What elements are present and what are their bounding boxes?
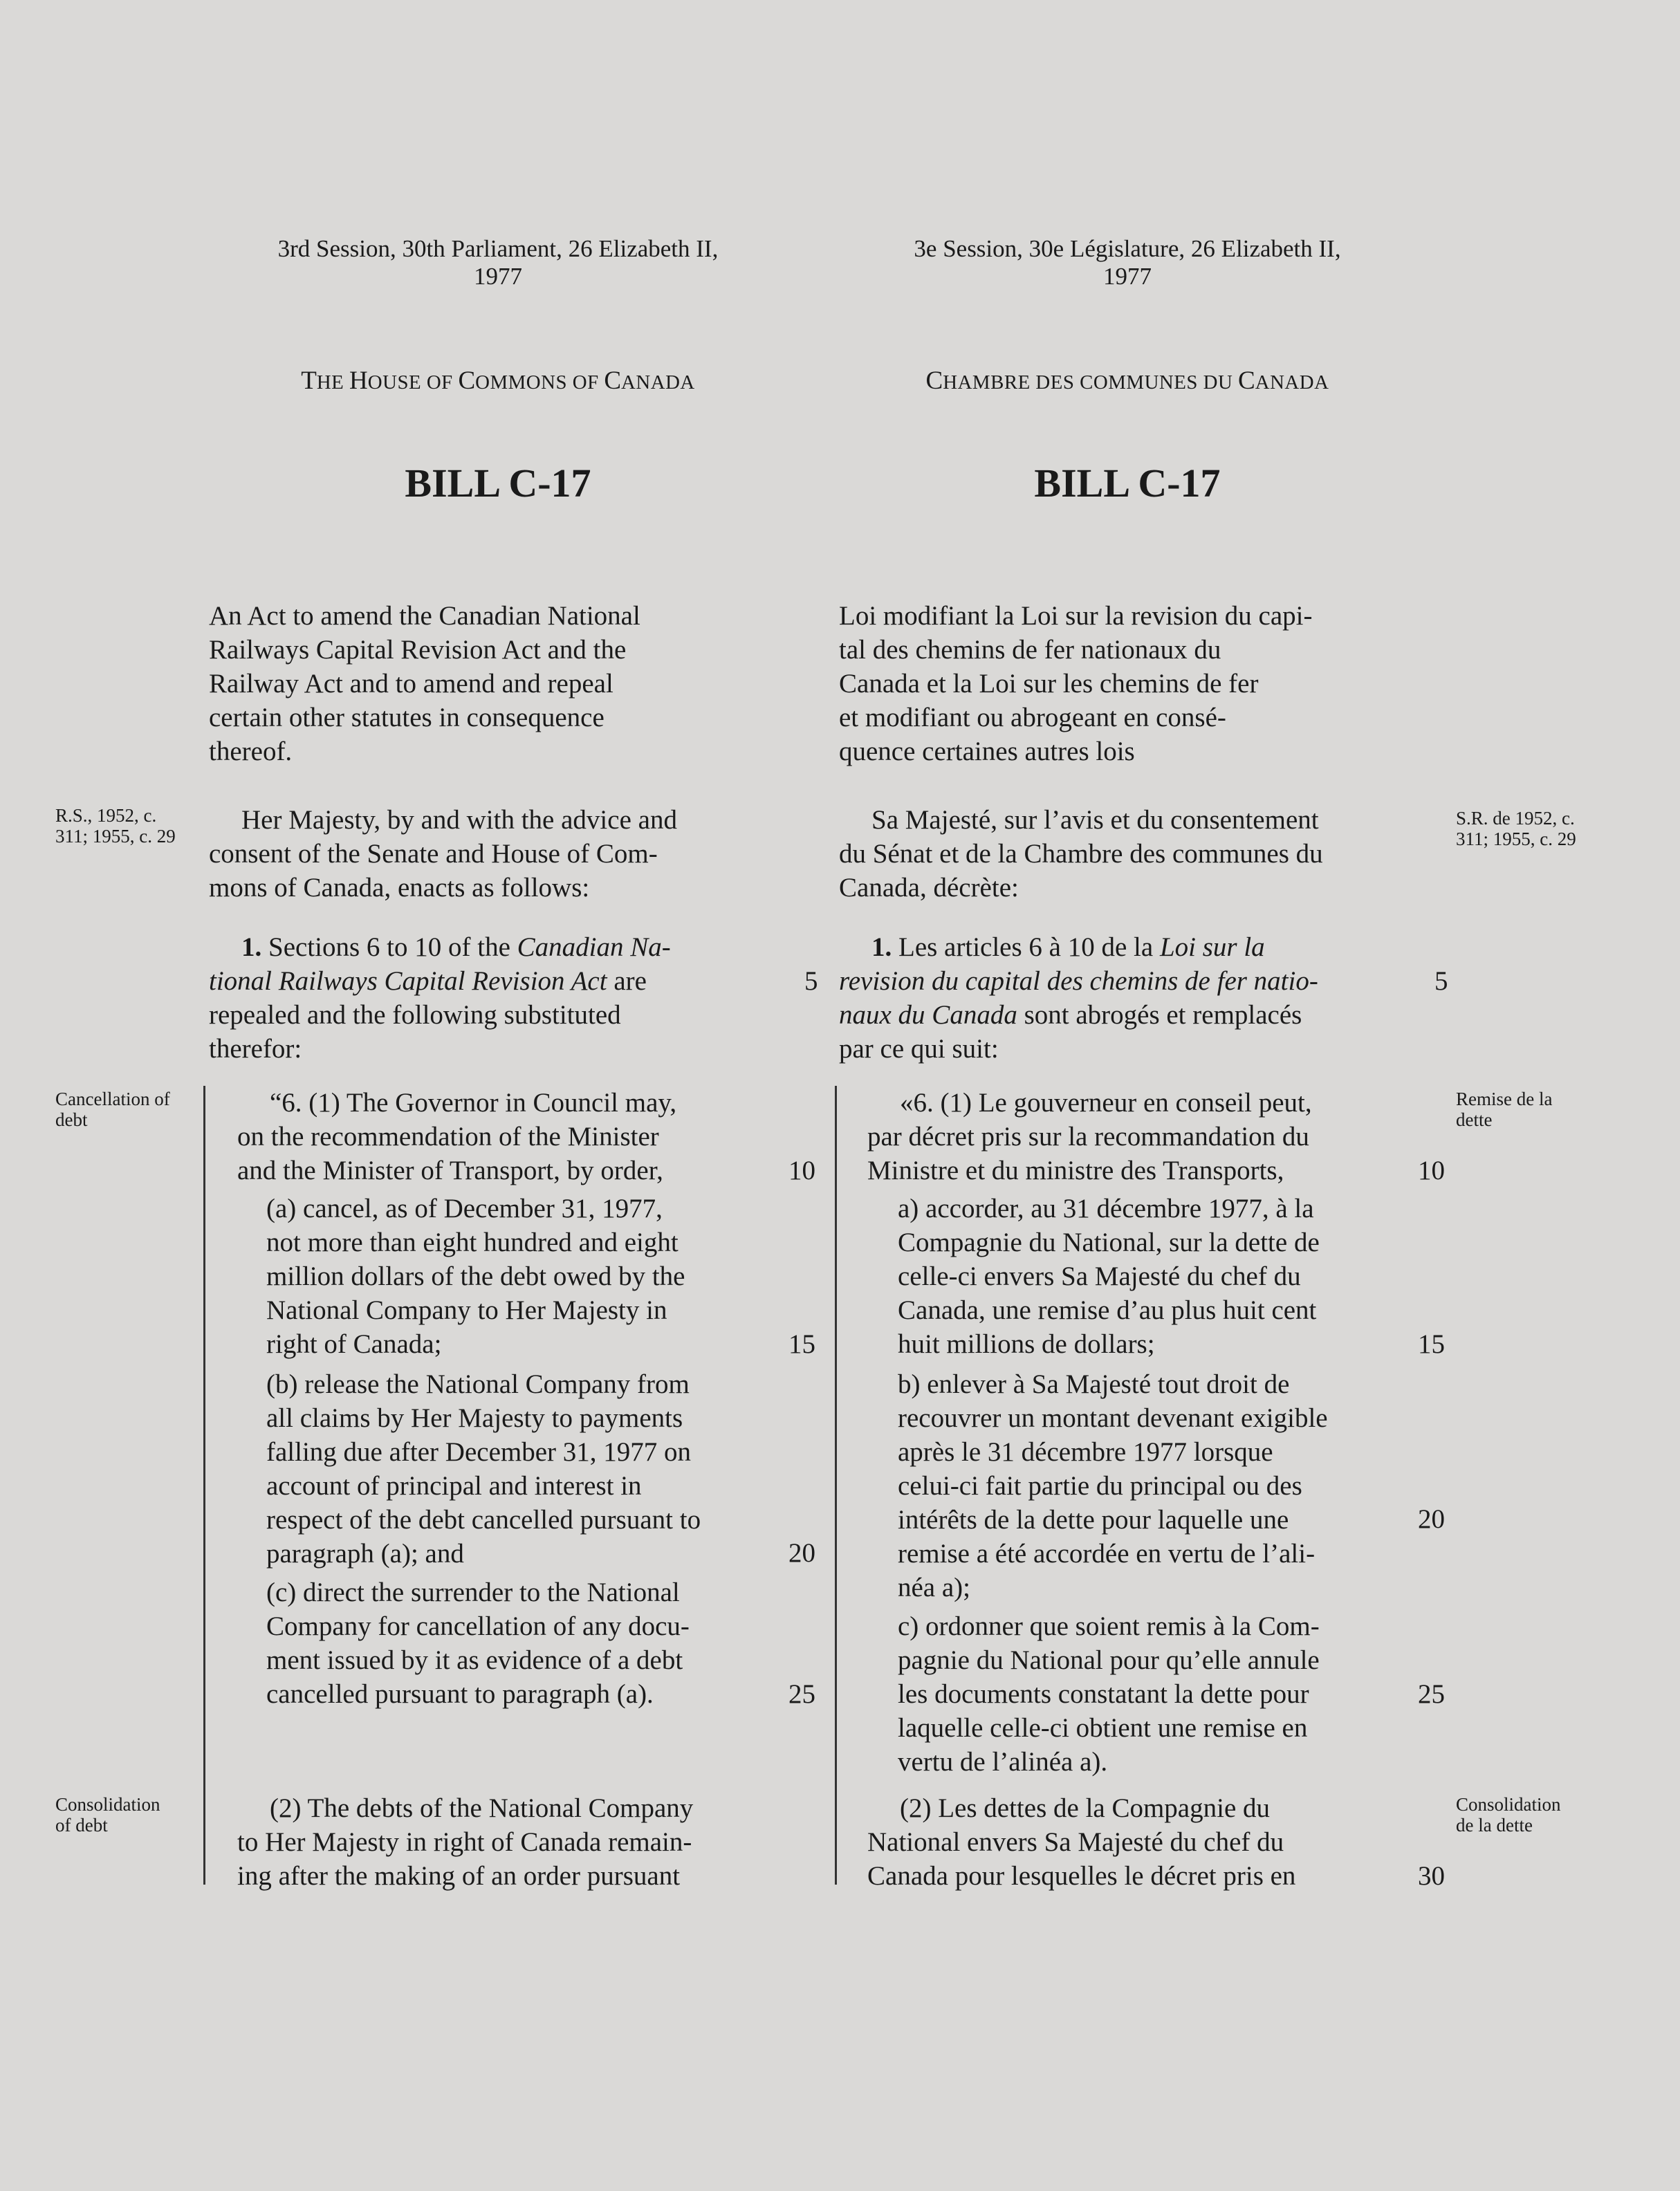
fr-margin-line: 311; 1955, c. 29 <box>1456 829 1576 849</box>
en-pb-line: account of principal and interest in <box>266 1471 642 1501</box>
en-pa-line: million dollars of the debt owed by the <box>266 1261 685 1291</box>
fr-pb-line: celui-ci fait partie du principal ou des <box>898 1471 1302 1501</box>
fr-line-number: 20 <box>1418 1504 1445 1534</box>
en-pa-line: (a) cancel, as of December 31, 1977, <box>266 1194 663 1223</box>
en-s1-line: therefor: <box>209 1034 302 1064</box>
fr-pc-line: c) ordonner que soient remis à la Com- <box>898 1611 1320 1641</box>
fr-title-line: tal des chemins de fer nationaux du <box>839 635 1221 665</box>
fr-line-number: 30 <box>1418 1861 1445 1891</box>
fr-enact-line: Sa Majesté, sur l’avis et du consentement <box>871 805 1319 835</box>
fr-session-header <box>840 235 1414 290</box>
en-pc-line: Company for cancellation of any docu- <box>266 1611 690 1641</box>
fr-paragraph-b <box>898 1367 1410 1605</box>
en-margin-note-consolidation <box>55 1794 201 1836</box>
fr-s1-line: par ce qui suit: <box>839 1034 999 1064</box>
en-pb-line: (b) release the National Company from <box>266 1369 690 1399</box>
fr-line-number: 25 <box>1418 1679 1445 1709</box>
fr-pa-line: Compagnie du National, sur la dette de <box>898 1228 1320 1257</box>
en-margin-line: of debt <box>55 1815 108 1836</box>
fr-s2-line: (2) Les dettes de la Compagnie du <box>900 1793 1271 1823</box>
fr-pa-line: Canada, une remise d’au plus huit cent <box>898 1295 1317 1325</box>
en-s6-line: “6. (1) The Governor in Council may, <box>270 1088 677 1118</box>
fr-title-line: Loi modifiant la Loi sur la revision du capi- <box>839 601 1313 631</box>
en-line-number: 5 <box>804 966 818 996</box>
en-s2-line: ing after the making of an order pursuant <box>237 1861 681 1891</box>
en-house-sc: ANADA <box>621 371 695 394</box>
en-enact-line: Her Majesty, by and with the advice and <box>241 805 677 835</box>
fr-margin-line: de la dette <box>1456 1815 1533 1836</box>
en-pb-line: paragraph (a); and <box>266 1539 464 1569</box>
en-s1-act-name: tional Railways Capital Revision Act <box>209 966 607 996</box>
en-s1-act-name: Canadian Na- <box>517 932 671 962</box>
en-s6-line: on the recommendation of the Minister <box>237 1122 659 1152</box>
en-pb-line: respect of the debt cancelled pursuant to <box>266 1505 701 1535</box>
fr-s1-text: sont abrogés et remplacés <box>1017 1000 1302 1030</box>
en-pc-line: cancelled pursuant to paragraph (a). <box>266 1679 654 1709</box>
fr-margin-note-consolidation <box>1456 1794 1608 1836</box>
fr-section-1 <box>839 930 1413 1066</box>
en-s2-line: (2) The debts of the National Company <box>270 1793 694 1823</box>
en-session-header <box>207 235 788 290</box>
en-pa-line: National Company to Her Majesty in <box>266 1295 667 1325</box>
en-amendment-rule <box>203 1086 205 1885</box>
en-pb-line: falling due after December 31, 1977 on <box>266 1437 692 1467</box>
en-long-title <box>209 599 849 768</box>
fr-s1-line <box>839 930 1413 964</box>
en-line-number: 25 <box>788 1679 815 1709</box>
fr-session-year: 1977 <box>1103 263 1152 290</box>
en-margin-note-cancellation <box>55 1089 201 1130</box>
fr-s1-text: Les articles 6 à 10 de la <box>892 932 1160 962</box>
fr-pb-line: b) enlever à Sa Majesté tout droit de <box>898 1369 1290 1399</box>
fr-s1-line <box>839 998 1413 1032</box>
fr-pc-line: vertu de l’alinéa a). <box>898 1747 1108 1777</box>
fr-margin-line: Remise de la <box>1456 1089 1553 1109</box>
fr-enact-line: Canada, décrète: <box>839 873 1019 903</box>
fr-pc-line: laquelle celle-ci obtient une remise en <box>898 1713 1308 1743</box>
en-house-cap: H <box>349 367 368 395</box>
en-s1-line <box>209 964 783 998</box>
fr-margin-line: dette <box>1456 1109 1493 1130</box>
en-house-sc: OUSE OF <box>367 371 459 394</box>
en-enact-line: mons of Canada, enacts as follows: <box>209 873 590 903</box>
fr-s1-act-name: revision du capital des chemins de fer natio- <box>839 966 1318 996</box>
fr-paragraph-c <box>898 1609 1410 1779</box>
fr-s1-line <box>839 964 1413 998</box>
fr-house-sc: HAMBRE DES COMMUNES DU <box>943 371 1239 394</box>
en-title-line: thereof. <box>209 737 293 766</box>
fr-pa-line: huit millions de dollars; <box>898 1329 1155 1359</box>
fr-pb-line: après le 31 décembre 1977 lorsque <box>898 1437 1273 1467</box>
en-house-sc: HE <box>316 371 350 394</box>
fr-title-line: et modifiant ou abrogeant en consé- <box>839 703 1226 732</box>
en-margin-line: 311; 1955, c. 29 <box>55 826 176 847</box>
fr-pb-line: recouvrer un montant devenant exigible <box>898 1403 1328 1433</box>
fr-pb-line: néa a); <box>898 1573 971 1602</box>
en-s1-text: are <box>607 966 647 996</box>
en-bill-number: BILL C-17 <box>405 461 591 506</box>
en-enact-line: consent of the Senate and House of Com- <box>209 839 658 869</box>
fr-s6-line: «6. (1) Le gouverneur en conseil peut, <box>900 1088 1312 1118</box>
fr-house-name <box>840 367 1414 397</box>
fr-s6-line: par décret pris sur la recommandation du <box>867 1122 1309 1152</box>
fr-margin-line: S.R. de 1952, c. <box>1456 808 1575 829</box>
fr-pb-line: intérêts de la dette pour laquelle une <box>898 1505 1289 1535</box>
fr-margin-note-sr <box>1456 808 1622 849</box>
fr-amendment-rule <box>835 1086 837 1885</box>
en-subsection-2 <box>237 1791 784 1893</box>
fr-subsection-2 <box>867 1791 1410 1893</box>
fr-line-number: 15 <box>1418 1329 1445 1359</box>
en-house-cap: T <box>301 367 317 395</box>
fr-long-title <box>839 599 1479 768</box>
en-line-number: 10 <box>788 1156 815 1185</box>
fr-new-section-6 <box>867 1086 1410 1187</box>
en-s1-text: Sections 6 to 10 of the <box>261 932 517 962</box>
fr-line-number: 10 <box>1418 1156 1445 1185</box>
fr-enacting-clause <box>839 803 1413 905</box>
en-session-year: 1977 <box>474 263 522 290</box>
en-s2-line: to Her Majesty in right of Canada remain- <box>237 1827 692 1857</box>
en-pa-line: right of Canada; <box>266 1329 442 1359</box>
en-house-cap: C <box>458 367 476 395</box>
en-paragraph-a <box>266 1192 784 1361</box>
en-margin-line: Consolidation <box>55 1794 160 1815</box>
fr-margin-line: Consolidation <box>1456 1794 1561 1815</box>
en-house-name <box>207 367 788 397</box>
en-s1-line <box>209 930 783 964</box>
fr-paragraph-a <box>898 1192 1410 1361</box>
fr-s6-line: Ministre et du ministre des Transports, <box>867 1156 1284 1185</box>
en-margin-line: R.S., 1952, c. <box>55 805 157 826</box>
fr-pc-line: les documents constatant la dette pour <box>898 1679 1309 1709</box>
en-margin-note-rs <box>55 805 201 847</box>
en-margin-line: debt <box>55 1109 88 1130</box>
fr-session-line: 3e Session, 30e Législature, 26 Elizabeth II, <box>914 235 1341 262</box>
en-paragraph-c <box>266 1575 784 1711</box>
fr-pa-line: a) accorder, au 31 décembre 1977, à la <box>898 1194 1314 1223</box>
en-s1-line: repealed and the following substituted <box>209 1000 621 1030</box>
en-paragraph-b <box>266 1367 784 1571</box>
en-title-line: Railways Capital Revision Act and the <box>209 635 627 665</box>
fr-title-line: quence certaines autres lois <box>839 737 1135 766</box>
en-enacting-clause <box>209 803 783 905</box>
fr-house-sc: ANADA <box>1255 371 1329 394</box>
en-title-line: Railway Act and to amend and repeal <box>209 669 613 699</box>
fr-pc-line: pagnie du National pour qu’elle annule <box>898 1645 1320 1675</box>
fr-s1-act-name: naux du Canada <box>839 1000 1017 1030</box>
fr-s1-act-name: Loi sur la <box>1159 932 1265 962</box>
en-session-line: 3rd Session, 30th Parliament, 26 Elizabeth II, <box>277 235 719 262</box>
fr-margin-note-remise <box>1456 1089 1608 1130</box>
fr-pa-line: celle-ci envers Sa Majesté du chef du <box>898 1261 1301 1291</box>
en-house-cap: C <box>604 367 622 395</box>
en-pb-line: all claims by Her Majesty to payments <box>266 1403 683 1433</box>
fr-s2-line: National envers Sa Majesté du chef du <box>867 1827 1284 1857</box>
fr-pb-line: remise a été accordée en vertu de l’ali- <box>898 1539 1316 1569</box>
en-new-section-6 <box>237 1086 784 1187</box>
en-pa-line: not more than eight hundred and eight <box>266 1228 679 1257</box>
fr-s2-line: Canada pour lesquelles le décret pris en <box>867 1861 1296 1891</box>
fr-title-line: Canada et la Loi sur les chemins de fer <box>839 669 1259 699</box>
fr-line-number: 5 <box>1434 966 1448 996</box>
en-pc-line: ment issued by it as evidence of a debt <box>266 1645 683 1675</box>
en-pc-line: (c) direct the surrender to the National <box>266 1578 680 1607</box>
en-line-number: 15 <box>788 1329 815 1359</box>
en-section-1 <box>209 930 783 1066</box>
en-s6-line: and the Minister of Transport, by order, <box>237 1156 663 1185</box>
en-line-number: 20 <box>788 1538 815 1568</box>
en-house-sc: OMMONS OF <box>475 371 604 394</box>
en-title-line: certain other statutes in consequence <box>209 703 604 732</box>
fr-enact-line: du Sénat et de la Chambre des communes du <box>839 839 1323 869</box>
en-s1-num: 1. <box>241 932 262 962</box>
fr-house-cap: C <box>1238 367 1255 395</box>
en-title-line: An Act to amend the Canadian National <box>209 601 640 631</box>
fr-s1-num: 1. <box>871 932 892 962</box>
fr-house-cap: C <box>925 367 943 395</box>
en-margin-line: Cancellation of <box>55 1089 170 1109</box>
fr-bill-number: BILL C-17 <box>1034 461 1221 506</box>
